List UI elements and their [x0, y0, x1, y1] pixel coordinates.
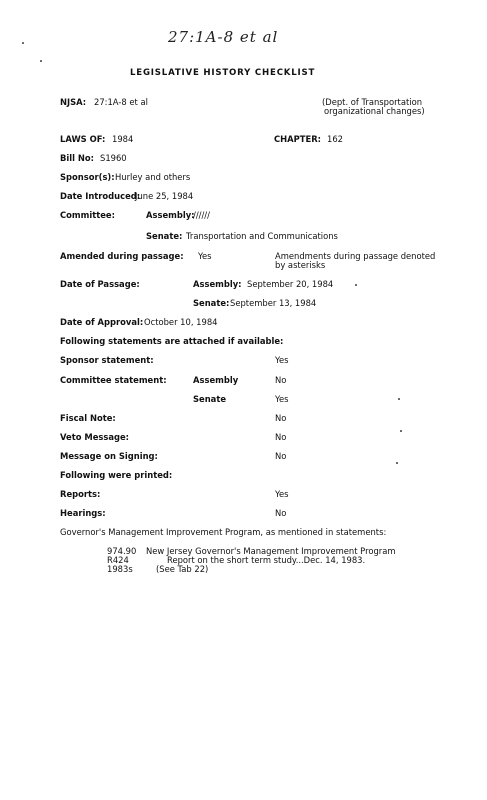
call-number-2: R424: [107, 555, 129, 565]
committee-statement-label: Committee statement:: [60, 375, 167, 385]
date-introduced-value: June 25, 1984: [135, 191, 194, 201]
hearings-value: No: [275, 508, 287, 518]
veto-message-label: Veto Message:: [60, 432, 130, 442]
amended-note-line1: Amendments during passage denoted: [275, 251, 436, 261]
sponsor-statement-label: Sponsor statement:: [60, 355, 154, 365]
following-printed-heading: Following were printed:: [60, 470, 173, 480]
governors-program-line: Governor's Management Improvement Program, as mentioned in statements:: [60, 527, 387, 537]
reports-label: Reports:: [60, 489, 101, 499]
sponsor-statement-value: Yes: [275, 355, 289, 365]
amended-note-line2: by asterisks: [275, 260, 326, 270]
chapter-label: CHAPTER:: [274, 134, 322, 144]
scan-speck: [22, 42, 24, 44]
scan-speck: [398, 398, 400, 400]
reference-title-line2: Report on the short term study...Dec. 14, 1983.: [167, 555, 366, 565]
passage-assembly-label: Assembly:: [193, 279, 242, 289]
date-of-passage-label: Date of Passage:: [60, 279, 140, 289]
message-on-signing-label: Message on Signing:: [60, 451, 158, 461]
passage-senate-label: Senate:: [193, 298, 230, 308]
passage-senate-value: September 13, 1984: [230, 298, 317, 308]
scan-speck: [40, 60, 42, 62]
scan-speck: [396, 462, 398, 464]
page-title: LEGISLATIVE HISTORY CHECKLIST: [130, 68, 316, 78]
chapter-value: 162: [327, 134, 343, 144]
committee-assembly-label: Assembly:: [146, 210, 195, 220]
committee-statement-senate-value: Yes: [275, 394, 289, 404]
sponsors-label: Sponsor(s):: [60, 172, 115, 182]
date-of-approval-label: Date of Approval:: [60, 317, 144, 327]
message-on-signing-value: No: [275, 451, 287, 461]
hearings-label: Hearings:: [60, 508, 106, 518]
amended-value: Yes: [198, 251, 212, 261]
amended-label: Amended during passage:: [60, 251, 184, 261]
committee-assembly-value: //////: [193, 210, 210, 220]
reference-title-line1: New Jersey Governor's Management Improvement Program: [146, 546, 396, 556]
bill-no-value: S1960: [100, 153, 127, 163]
committee-statement-assembly-label: Assembly: [193, 375, 239, 385]
date-of-approval-value: October 10, 1984: [144, 317, 218, 327]
scan-speck: [355, 284, 357, 286]
njsa-value: 27:1A-8 et al: [94, 97, 148, 107]
call-number-1: 974.90: [107, 546, 137, 556]
laws-of-value: 1984: [112, 134, 134, 144]
fiscal-note-label: Fiscal Note:: [60, 413, 116, 423]
njsa-note-line2: organizational changes): [324, 106, 425, 116]
reference-tab-note: (See Tab 22): [156, 564, 209, 574]
bill-no-label: Bill No:: [60, 153, 95, 163]
committee-label: Committee:: [60, 210, 115, 220]
reports-value: Yes: [275, 489, 289, 499]
following-statements-heading: Following statements are attached if available:: [60, 336, 284, 346]
fiscal-note-value: No: [275, 413, 287, 423]
call-number-3: 1983s: [107, 564, 133, 574]
passage-assembly-value: September 20, 1984: [247, 279, 334, 289]
sponsors-value: Hurley and others: [115, 172, 191, 182]
njsa-label: NJSA:: [60, 97, 87, 107]
handwritten-note: 27:1A-8 et al: [168, 28, 279, 46]
committee-senate-label: Senate:: [146, 231, 183, 241]
committee-statement-senate-label: Senate: [193, 394, 227, 404]
njsa-note-line1: (Dept. of Transportation: [322, 97, 422, 107]
committee-senate-value: Transportation and Communications: [186, 231, 338, 241]
laws-of-label: LAWS OF:: [60, 134, 106, 144]
veto-message-value: No: [275, 432, 287, 442]
date-introduced-label: Date Introduced:: [60, 191, 141, 201]
committee-statement-assembly-value: No: [275, 375, 287, 385]
scan-speck: [400, 430, 402, 432]
